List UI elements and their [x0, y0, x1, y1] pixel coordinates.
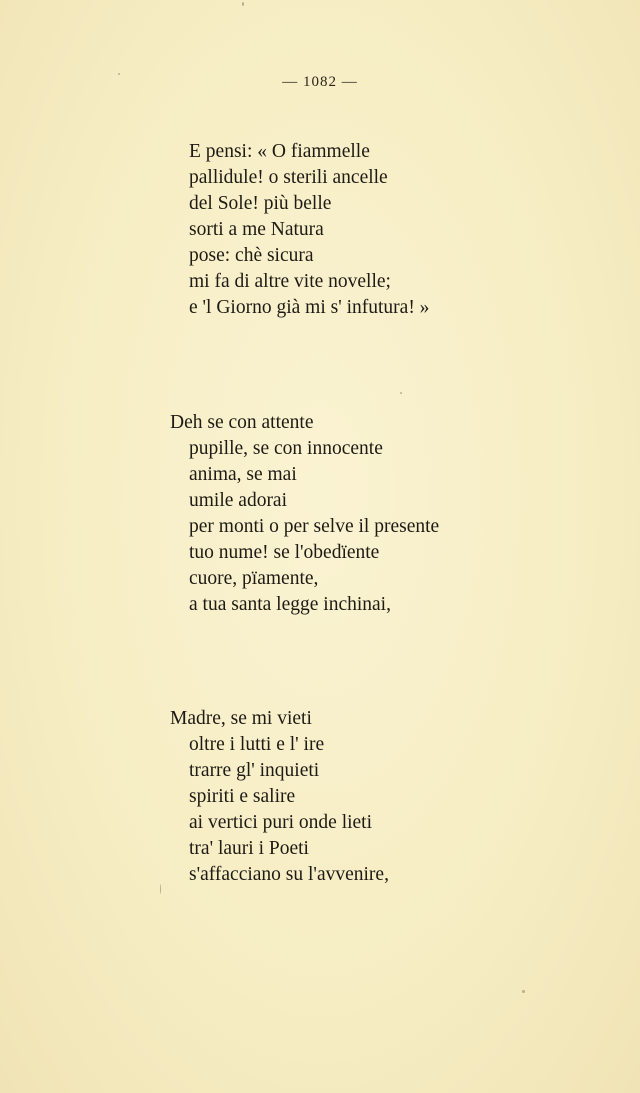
verse-line: E pensi: « O fiammelle — [189, 141, 370, 162]
verse-line: sorti a me Natura — [189, 219, 324, 240]
verse-line: anima, se mai — [189, 464, 297, 485]
verse-line: s'affacciano su l'avvenire, — [189, 864, 389, 885]
verse-line: e 'l Giorno già mi s' infutura! » — [189, 297, 430, 318]
stanza-2 — [170, 410, 439, 618]
verse-line: umile adorai — [189, 490, 288, 511]
verse-line: ai vertici puri onde lieti — [189, 812, 373, 833]
verse-line: tuo nume! se l'obedïente — [189, 542, 380, 563]
verse-line: oltre i lutti e l' ire — [189, 734, 325, 755]
verse-line: a tua santa legge inchinai, — [189, 594, 391, 615]
paper-speck — [160, 884, 161, 894]
verse-line: pose: chè sicura — [189, 245, 314, 266]
verse-line: tra' lauri i Poeti — [189, 838, 309, 859]
verse-line: cuore, pïamente, — [189, 568, 319, 589]
verse-line: Madre, se mi vieti — [170, 708, 312, 729]
paper-speck — [400, 392, 402, 394]
paper-speck — [242, 2, 244, 6]
verse-line: Deh se con attente — [170, 412, 314, 433]
paper-speck — [118, 73, 120, 75]
paper-speck — [522, 990, 525, 993]
stanza-1 — [170, 139, 429, 321]
verse-line: spiriti e salire — [189, 786, 296, 807]
stanza-3 — [170, 706, 389, 888]
page-number: — 1082 — — [282, 74, 358, 90]
verse-line: del Sole! più belle — [189, 193, 332, 214]
verse-line: pallidule! o sterili ancelle — [189, 167, 388, 188]
verse-line: per monti o per selve il presente — [189, 516, 440, 537]
verse-line: mi fa di altre vite novelle; — [189, 271, 391, 292]
verse-line: pupille, se con innocente — [189, 438, 383, 459]
verse-line: trarre gl' inquieti — [189, 760, 320, 781]
